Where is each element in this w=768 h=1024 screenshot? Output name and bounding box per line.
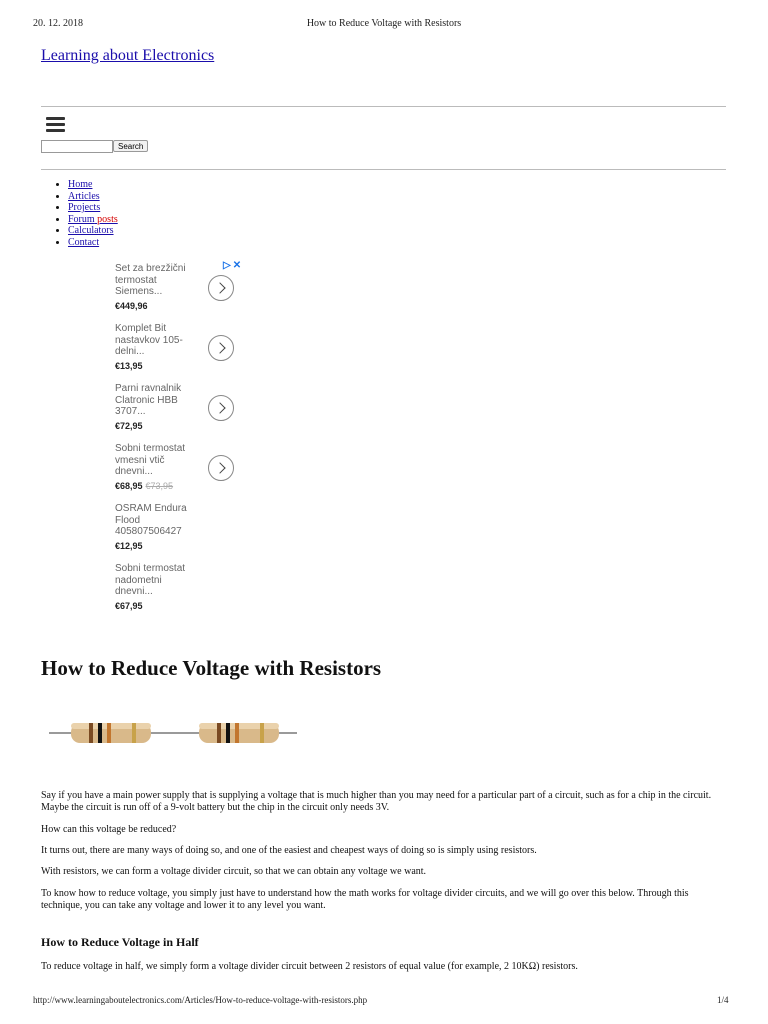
ad-item-name: Komplet Bit nastavkov 105-delni... [115, 323, 183, 357]
ad-item-price: €67,95 [115, 601, 143, 611]
search-input[interactable] [41, 140, 113, 153]
ad-item-old-price: €73,95 [145, 481, 174, 491]
ad-item-price: €12,95 [115, 541, 143, 551]
nav-link-contact[interactable]: Contact [68, 236, 100, 248]
forum-posts-tag: posts [97, 213, 118, 225]
ad-item[interactable] [115, 440, 245, 500]
search-button[interactable]: Search [113, 140, 148, 152]
ad-choices-icon[interactable]: ▷✕ [223, 260, 244, 271]
chevron-right-icon[interactable] [208, 335, 234, 361]
article-paragraph: Say if you have a main power supply that is supplying a voltage that is much higher than you may need for a particular part of a circuit, such as for a chip in the circuit. Maybe the circuit is run off of a 9-volt battery but the chip in the circuit only needs 3V. [41, 790, 712, 813]
nav-link-projects[interactable]: Projects [68, 202, 101, 213]
ad-item[interactable] [115, 380, 245, 440]
article-paragraph: How can this voltage be reduced? [41, 824, 177, 835]
print-title: How to Reduce Voltage with Resistors [306, 18, 462, 29]
article-paragraph: It turns out, there are many ways of doing so, and one of the easiest and cheapest ways of doing so is simply using resistors. [41, 845, 537, 856]
nav-item-articles [68, 191, 118, 203]
ad-item[interactable] [115, 560, 245, 620]
print-page-number: 1/4 [717, 995, 729, 1005]
print-date: 20. 12. 2018 [33, 18, 83, 29]
article-title: How to Reduce Voltage with Resistors [41, 656, 382, 680]
chevron-right-icon[interactable] [208, 395, 234, 421]
ad-panel [115, 260, 245, 615]
nav-link-forum-label: Forum [68, 213, 95, 225]
ad-item-price: €13,95 [115, 361, 143, 371]
section-heading: How to Reduce Voltage in Half [41, 935, 199, 949]
ad-item-name: Sobni termostat nadometni dnevni... [115, 563, 186, 597]
ad-item-name: Set za brezžični termostat Siemens... [115, 263, 186, 297]
ad-item-price: €449,96 [115, 301, 148, 311]
menu-icon[interactable] [46, 117, 65, 133]
ad-item-price: €68,95 €73,95 [115, 481, 174, 491]
ad-item-name: Parni ravnalnik Clatronic HBB 3707... [115, 383, 182, 417]
nav-divider [41, 169, 726, 170]
ad-item-name: Sobni termostat vmesni vtič dnevni... [115, 443, 186, 477]
nav-link-forum[interactable] [68, 214, 118, 225]
nav-item-calculators [68, 225, 118, 237]
chevron-right-icon[interactable] [208, 455, 234, 481]
ad-item-name: OSRAM Endura Flood 405807506427 [115, 503, 187, 537]
ad-item[interactable] [115, 260, 245, 320]
nav-link-home[interactable]: Home [68, 179, 93, 190]
ad-item[interactable] [115, 320, 245, 380]
chevron-right-icon[interactable] [208, 275, 234, 301]
nav-item-contact [68, 237, 118, 249]
site-title-link[interactable]: Learning about Electronics [41, 47, 215, 64]
article-paragraph: With resistors, we can form a voltage divider circuit, so that we can obtain any voltage we want. [41, 866, 427, 877]
article-paragraph: To reduce voltage in half, we simply form a voltage divider circuit between 2 resistors of equal value (for example, 2 10KΩ) resistors. [41, 961, 578, 972]
header-divider [41, 106, 726, 107]
nav-item-home [68, 179, 118, 191]
ad-item[interactable] [115, 500, 245, 560]
nav-link-calculators[interactable]: Calculators [68, 225, 114, 236]
print-url: http://www.learningaboutelectronics.com/Articles/How-to-reduce-voltage-with-resistors.php [33, 995, 368, 1005]
resistor-2 [199, 723, 279, 743]
resistor-1 [71, 723, 151, 743]
nav-item-projects [68, 202, 118, 214]
main-nav [52, 179, 118, 248]
nav-link-articles[interactable]: Articles [68, 190, 100, 202]
article-paragraph: To know how to reduce voltage, you simply just have to understand how the math works for voltage divider circuits, and we will go over this below. Through this technique, you can take any voltage and lower it to any level you want. [41, 888, 689, 911]
resistors-image [49, 713, 299, 753]
nav-item-forum [68, 214, 118, 226]
ad-item-price: €72,95 [115, 421, 143, 431]
